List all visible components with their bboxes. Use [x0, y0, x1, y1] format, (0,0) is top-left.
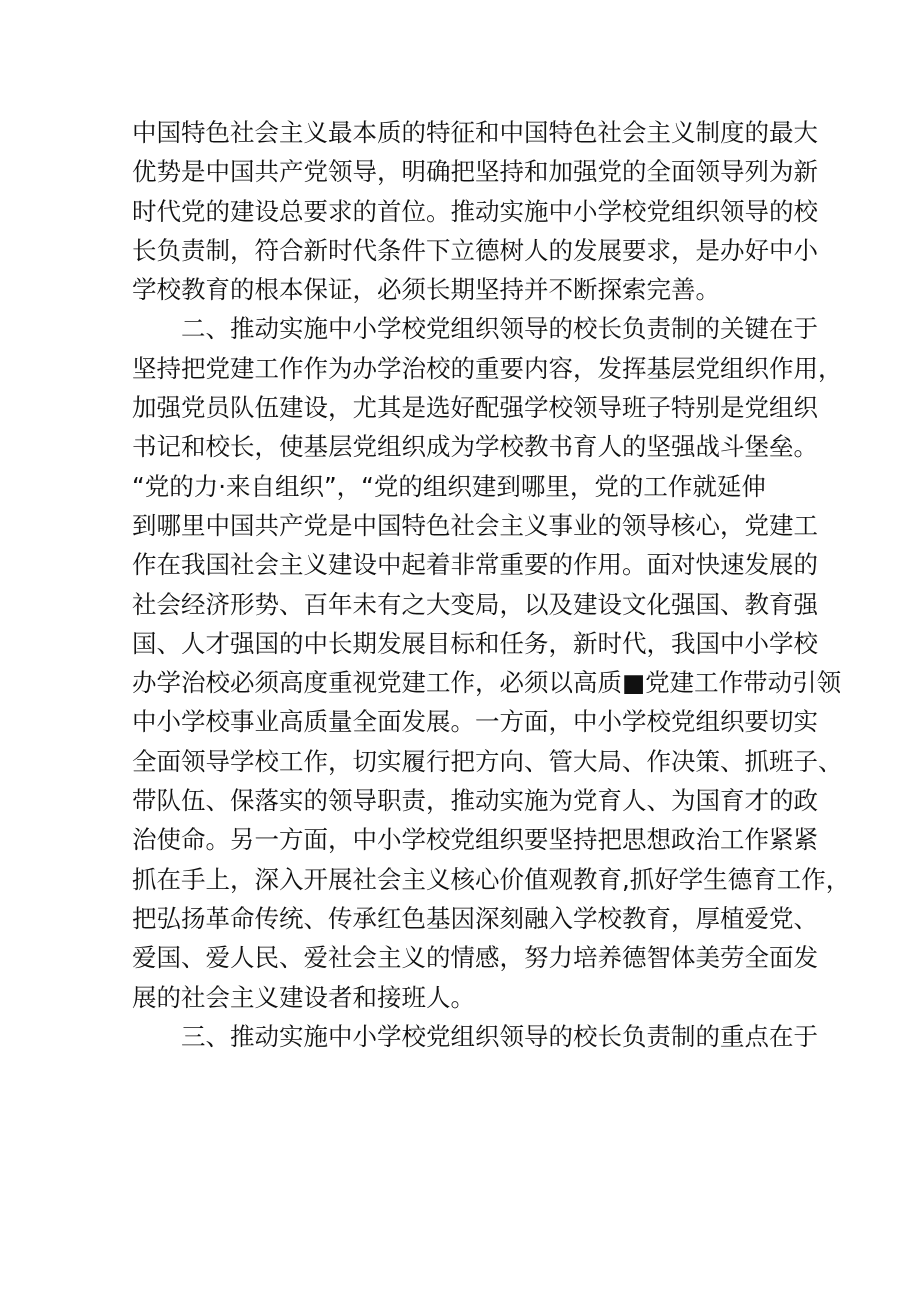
text-line: 展的社会主义建设者和接班人。	[132, 982, 475, 1012]
text-line: 时代党的建设总要求的首位。推动实施中小学校党组织领导的校	[132, 196, 818, 226]
text-line: 加强党员队伍建设，尤其是选好配强学校领导班子特别是党组织	[132, 393, 818, 423]
text-line: 到哪里中国共产党是中国特色社会主义事业的领导核心，党建工	[132, 510, 818, 540]
text-line: 中国特色社会主义最本质的特征和中国特色社会主义制度的最大	[132, 118, 818, 147]
text-line: 学校教育的根本保证，必须长期坚持并不断探索完善。	[132, 275, 720, 305]
body-text	[132, 113, 851, 1056]
text-line: 中小学校事业高质量全面发展。一方面，中小学校党组织要切实	[132, 707, 818, 737]
text-line: 国、人才强国的中长期发展目标和任务，新时代，我国中小学校	[132, 628, 818, 658]
section-heading-line: 三、推动实施中小学校党组织领导的校长负责制的重点在于	[181, 1021, 818, 1051]
text-line: 坚持把党建工作作为办学治校的重要内容，发挥基层党组织作用，	[132, 353, 843, 383]
text-line: 书记和校长，使基层党组织成为学校教书育人的坚强战斗堡垒。	[132, 432, 818, 462]
text-line: 办学治校必须高度重视党建工作，必须以高质■党建工作带动引领	[132, 668, 842, 698]
text-line: 爱国、爱人民、爱社会主义的情感，努力培养德智体美劳全面发	[132, 943, 818, 973]
text-line: 作在我国社会主义建设中起着非常重要的作用。面对快速发展的	[132, 550, 818, 580]
section-heading-line: 二、推动实施中小学校党组织领导的校长负责制的关键在于	[181, 314, 818, 344]
text-line: 长负责制，符合新时代条件下立德树人的发展要求，是办好中小	[132, 235, 818, 265]
text-line: 优势是中国共产党领导，明确把坚持和加强党的全面领导列为新	[132, 157, 818, 187]
text-line: 治使命。另一方面，中小学校党组织要坚持把思想政治工作紧紧	[132, 825, 818, 855]
text-line: 把弘扬革命传统、传承红色基因深刻融入学校教育，厚植爱党、	[132, 903, 818, 933]
text-line: 带队伍、保落实的领导职责，推动实施为党育人、为国育才的政	[132, 786, 818, 816]
text-line: 全面领导学校工作，切实履行把方向、管大局、作决策、抓班子、	[132, 746, 843, 776]
text-line: 抓在手上，深入开展社会主义核心价值观教育,抓好学生德育工作，	[132, 864, 851, 894]
text-line: “党的力·来自组织”，“党的组织建到哪里，党的工作就延伸	[132, 471, 766, 501]
text-line: 社会经济形势、百年未有之大变局，以及建设文化强国、教育强	[132, 589, 818, 619]
